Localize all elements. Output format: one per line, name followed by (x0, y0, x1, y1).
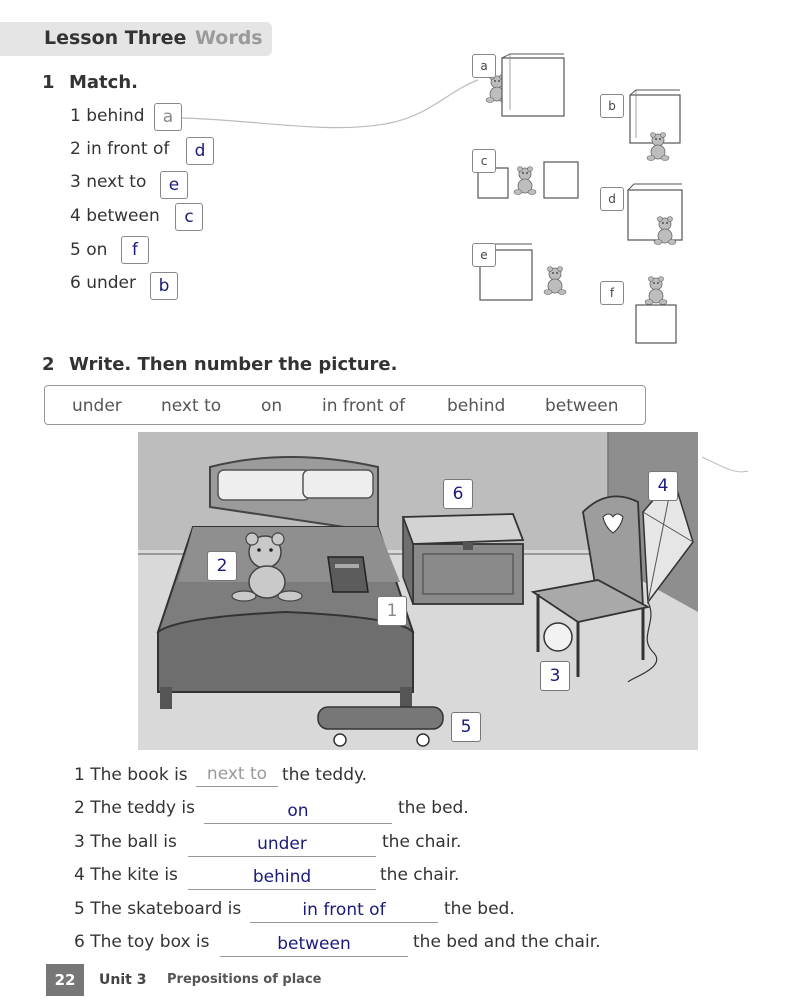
sentence-1-end: the teddy. (282, 765, 368, 785)
sentence-4-start: 4 The kite is (74, 865, 178, 885)
sentence-2-end: the bed. (398, 798, 469, 818)
decorative-line (700, 455, 760, 485)
sentence-3-end: the chair. (382, 832, 462, 852)
match-answer-3[interactable]: e (160, 171, 188, 199)
exercise-1-number: 1 (42, 72, 55, 93)
sentence-1-blank[interactable]: next to (196, 764, 278, 787)
bedroom-scene (138, 432, 698, 750)
sentence-2-blank[interactable]: on (204, 801, 392, 824)
word-bank (44, 385, 646, 425)
sentence-5-start: 5 The skateboard is (74, 899, 242, 919)
sentence-4-blank[interactable]: behind (188, 867, 376, 890)
picture-number-1[interactable]: 1 (377, 596, 407, 626)
match-item-6: 6 under (70, 273, 137, 293)
sentence-3-blank[interactable]: under (188, 834, 376, 857)
sentence-2-start: 2 The teddy is (74, 798, 195, 818)
picture-number-3[interactable]: 3 (540, 661, 570, 691)
sentence-1-start: 1 The book is (74, 765, 188, 785)
word-bank-word: next to (161, 396, 222, 416)
match-answer-2[interactable]: d (186, 137, 214, 165)
word-bank-word: in front of (322, 396, 406, 416)
word-bank-word: on (261, 396, 283, 416)
exercise-2-title: Write. Then number the picture. (69, 354, 398, 375)
picture-number-2[interactable]: 2 (207, 551, 237, 581)
match-pictures (470, 50, 700, 350)
exercise-1-title: Match. (69, 72, 138, 93)
match-answer-1[interactable]: a (154, 103, 182, 131)
footer-topic: Prepositions of place (167, 972, 322, 987)
picture-tag-b: b (600, 94, 624, 118)
sentence-4-end: the chair. (380, 865, 460, 885)
word-bank-word: between (545, 396, 619, 416)
match-item-4: 4 between (70, 206, 160, 226)
match-item-1: 1 behind (70, 106, 145, 126)
lesson-topic: Words (195, 27, 263, 49)
page-number: 22 (46, 964, 84, 996)
match-item-5: 5 on (70, 240, 108, 260)
footer-unit: Unit 3 (99, 972, 147, 988)
picture-tag-a: a (472, 54, 496, 78)
picture-tag-d: d (600, 187, 624, 211)
match-item-3: 3 next to (70, 172, 147, 192)
sentence-6-blank[interactable]: between (220, 934, 408, 957)
match-example-line (180, 75, 480, 145)
sentence-5-blank[interactable]: in front of (250, 900, 438, 923)
picture-tag-f: f (600, 281, 624, 305)
picture-tag-c: c (472, 149, 496, 173)
match-answer-4[interactable]: c (175, 203, 203, 231)
match-answer-6[interactable]: b (150, 272, 178, 300)
match-item-2: 2 in front of (70, 139, 170, 159)
picture-tag-e: e (472, 243, 496, 267)
lesson-title: Lesson Three (44, 27, 187, 49)
picture-number-5[interactable]: 5 (451, 712, 481, 742)
exercise-2-number: 2 (42, 354, 55, 375)
word-bank-word: behind (447, 396, 506, 416)
sentence-3-start: 3 The ball is (74, 832, 177, 852)
bedroom-illustration (138, 432, 698, 750)
match-answer-5[interactable]: f (121, 236, 149, 264)
picture-number-4[interactable]: 4 (648, 471, 678, 501)
sentence-5-end: the bed. (444, 899, 515, 919)
picture-number-6[interactable]: 6 (443, 479, 473, 509)
word-bank-word: under (72, 396, 122, 416)
sentence-6-end: the bed and the chair. (413, 932, 601, 952)
sentence-6-start: 6 The toy box is (74, 932, 210, 952)
